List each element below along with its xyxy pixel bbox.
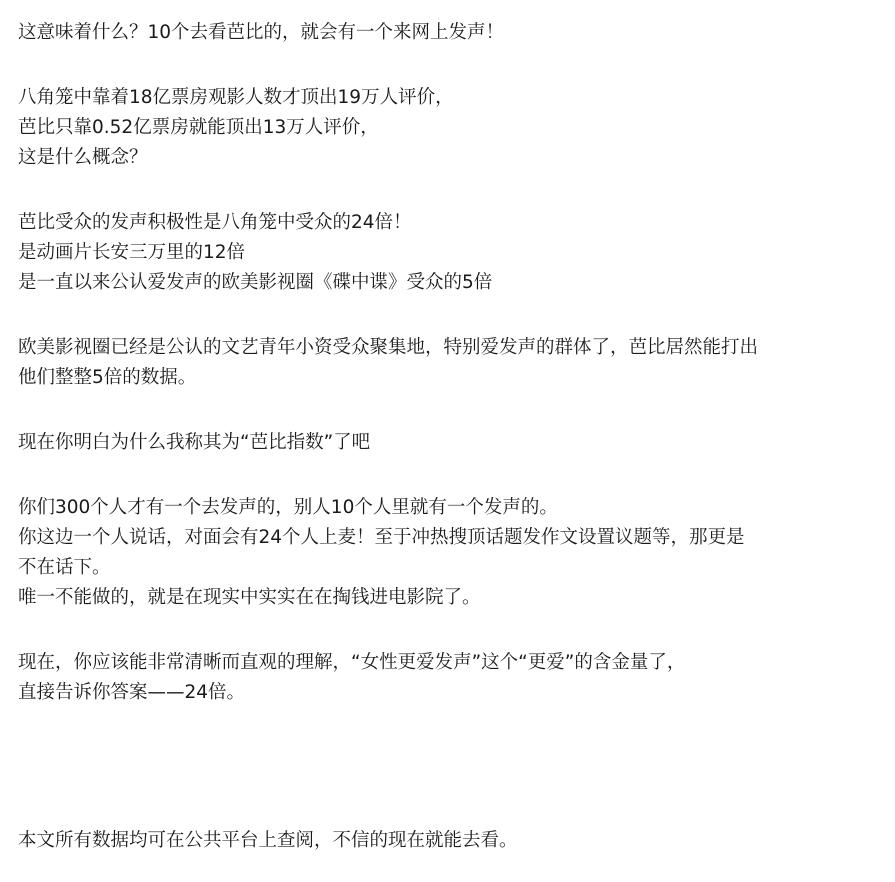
paragraph-gap <box>18 458 858 493</box>
paragraph-line: 这是什么概念？ <box>18 147 148 168</box>
footer-note: 本文所有数据均可在公共平台上查阅，不信的现在就能去看。 <box>18 830 518 851</box>
paragraph-line: 你们300个人才有一个去发声的，别人10个人里就有一个发声的。 <box>18 497 558 518</box>
paragraph-gap <box>18 613 858 648</box>
paragraph-line: 这意味着什么？10个去看芭比的，就会有一个来网上发声！ <box>18 22 505 43</box>
article-body <box>18 18 858 856</box>
paragraph-gap <box>18 298 858 333</box>
paragraph-line: 欧美影视圈已经是公认的文艺青年小资受众聚集地，特别爱发声的群体了，芭比居然能打出 <box>18 337 759 358</box>
paragraph-line: 八角笼中靠着18亿票房观影人数才顶出19万人评价， <box>18 87 454 108</box>
paragraph-line: 是动画片长安三万里的12倍 <box>18 242 246 263</box>
paragraph-line: 现在你明白为什么我称其为“芭比指数”了吧 <box>18 432 371 453</box>
paragraph-line: 现在，你应该能非常清晰而直观的理解，“女性更爱发声”这个“更爱”的含金量了， <box>18 652 686 673</box>
paragraph-line: 芭比受众的发声积极性是八角笼中受众的24倍！ <box>18 212 412 233</box>
paragraph-line: 他们整整5倍的数据。 <box>18 367 197 388</box>
paragraph-line: 芭比只靠0.52亿票房就能顶出13万人评价， <box>18 117 379 138</box>
paragraph-line: 不在话下。 <box>18 557 111 578</box>
paragraph-gap <box>18 173 858 208</box>
paragraph-line: 是一直以来公认爱发声的欧美影视圈《碟中谍》受众的5倍 <box>18 272 493 293</box>
paragraph-line: 唯一不能做的，就是在现实中实实在在掏钱进电影院了。 <box>18 587 481 608</box>
paragraph-line: 你这边一个人说话，对面会有24个人上麦！至于冲热搜顶话题发作文设置议题等，那更是 <box>18 527 745 548</box>
paragraph-line: 直接告诉你答案——24倍。 <box>18 682 246 703</box>
paragraph-gap <box>18 48 858 83</box>
paragraph-gap <box>18 393 858 428</box>
paragraph-gap <box>18 708 858 826</box>
